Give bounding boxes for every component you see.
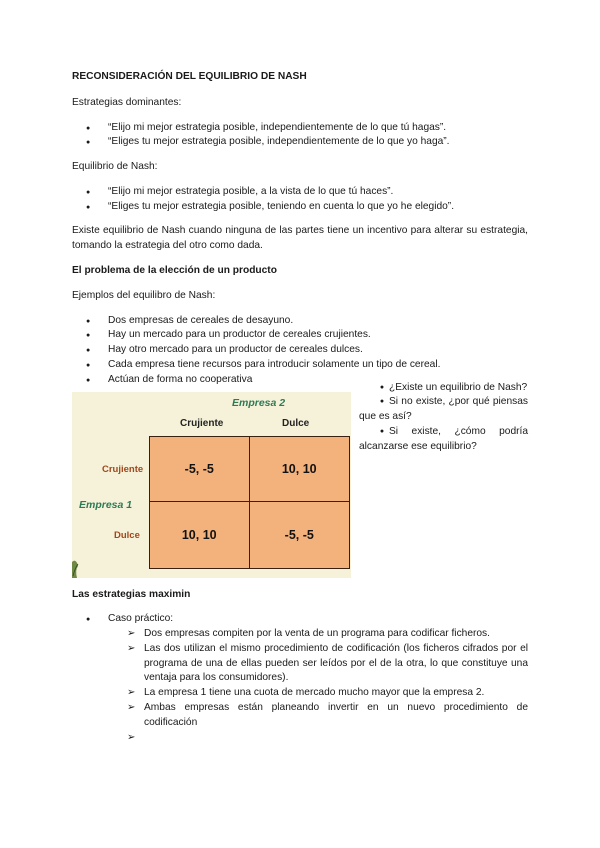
- bullet-icon: ●: [379, 383, 385, 391]
- payoff-cell: 10, 10: [150, 502, 250, 568]
- column-label-crujiente: Crujiente: [180, 417, 224, 429]
- maximin-sublist: [72, 627, 528, 745]
- dominantes-list: [72, 121, 528, 151]
- producto-intro: Ejemplos del equilibro de Nash:: [72, 289, 216, 301]
- row-label-crujiente: Crujiente: [102, 463, 144, 475]
- list-item: ➢ La empresa 1 tiene una cuota de mercado mucho mayor que la empresa 2.: [72, 686, 528, 701]
- player-2-label: Empresa 2: [232, 396, 286, 409]
- list-item: ● Hay un mercado para un productor de cereales crujientes.: [72, 328, 528, 343]
- list-item: ● Si no existe, ¿por qué piensas que es así?: [359, 396, 528, 423]
- payoff-matrix-figure: [72, 392, 351, 578]
- maximin-heading: Las estrategias maximin: [72, 588, 191, 600]
- list-item: ● “Eliges tu mejor estrategia posible, independientemente de lo que yo haga”.: [72, 135, 528, 150]
- column-label-dulce: Dulce: [282, 417, 310, 429]
- list-item: ➢ Las dos utilizan el mismo procedimiento de codificación (los ficheros cifrados por el programa de una de ellas pueden ser leídos por el de la otra, lo que constituye una ventaja para los consumidores).: [72, 642, 528, 686]
- payoff-cell: 10, 10: [250, 437, 350, 503]
- list-item: ● Hay otro mercado para un productor de cereales dulces.: [72, 343, 528, 358]
- payoff-grid: [149, 436, 350, 569]
- list-item: ● Dos empresas de cereales de desayuno.: [72, 314, 528, 329]
- dominantes-heading: Estrategias dominantes:: [72, 96, 182, 108]
- list-item: ● “Eliges tu mejor estrategia posible, teniendo en cuenta lo que yo he elegido”.: [72, 200, 528, 215]
- list-item: ● “Elijo mi mejor estrategia posible, a la vista de lo que tú haces”.: [72, 185, 528, 200]
- list-item: ➢ Dos empresas compiten por la venta de un programa para codificar ficheros.: [72, 627, 528, 642]
- document-page: [72, 70, 528, 745]
- list-item: ● Caso práctico:: [72, 612, 528, 627]
- list-item: ● Actúan de forma no cooperativa: [72, 373, 528, 388]
- nash-paragraph: Existe equilibrio de Nash cuando ninguna de las partes tiene un incentivo para alterar su estrategia, tomando la estrategia del otro como dada.: [72, 225, 528, 252]
- bullet-icon: ●: [379, 398, 385, 406]
- list-item: [72, 731, 528, 746]
- nash-list: [72, 185, 528, 215]
- list-item: ● Cada empresa tiene recursos para introducir solamente un tipo de cereal.: [72, 358, 528, 373]
- row-label-dulce: Dulce: [114, 529, 140, 541]
- nash-heading: Equilibrio de Nash:: [72, 161, 158, 173]
- list-item: ● “Elijo mi mejor estrategia posible, independientemente de lo que tú hagas”.: [72, 121, 528, 136]
- payoff-cell: -5, -5: [150, 437, 250, 503]
- player-1-label: Empresa 1: [79, 498, 133, 511]
- leaf-decoration-icon: [72, 556, 80, 578]
- questions-list: [359, 381, 528, 455]
- game-section: [72, 381, 528, 578]
- maximin-list: [72, 612, 528, 627]
- list-item: ● ¿Existe un equilibrio de Nash?: [359, 381, 528, 396]
- list-item: ➢ Ambas empresas están planeando invertir en un nuevo procedimiento de codificación: [72, 701, 528, 731]
- bullet-icon: ●: [379, 427, 385, 435]
- page-title: RECONSIDERACIÓN DEL EQUILIBRIO DE NASH: [72, 71, 307, 82]
- list-item: ● Si existe, ¿cómo podría alcanzarse ese equilibrio?: [359, 425, 528, 452]
- producto-heading: El problema de la elección de un producto: [72, 265, 277, 277]
- producto-list: [72, 314, 528, 388]
- payoff-cell: -5, -5: [284, 527, 314, 542]
